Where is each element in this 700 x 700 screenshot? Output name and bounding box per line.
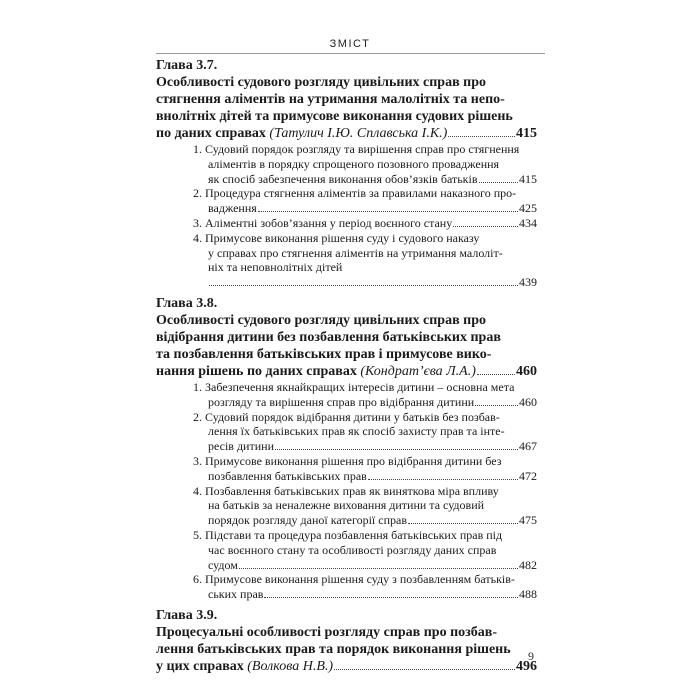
toc-item-line: 4. Примусове виконання рішення суду і судового наказу (193, 230, 480, 245)
chapter-title-line: внолітніх дітей та примусове виконання судових рішень (156, 109, 513, 124)
toc-item-last-line (193, 587, 537, 602)
leader-dots (475, 396, 518, 406)
toc-item[interactable] (156, 410, 537, 454)
toc-item[interactable] (156, 484, 537, 528)
chapter-title-line: Особливості судового розгляду цивільних справ про (156, 312, 486, 328)
leader-dots (264, 588, 518, 598)
leader-dots (209, 276, 518, 286)
chapter-label: Глава 3.7. (156, 58, 218, 73)
leader-dots (239, 559, 518, 569)
toc-item-text: порядок розгляду даної категорії справ (208, 513, 407, 528)
leader-dots (408, 514, 518, 524)
chapter-title-text (156, 658, 333, 675)
leader-dots (334, 660, 515, 670)
leader-dots (479, 173, 518, 183)
toc-item-line: 4. Позбавлення батьківських прав як виняткова міра впливу (193, 483, 499, 498)
chapter-title-line: стягнення аліментів на утримання малолітніх та непо- (156, 92, 505, 107)
chapter-title-last-line[interactable] (156, 363, 537, 380)
toc-item-last-line (193, 558, 537, 573)
chapter-authors: (Татулич І.Ю. Сплавська І.К.) (269, 126, 448, 141)
chapter-page: 415 (516, 126, 537, 141)
toc-item-last-line (193, 469, 537, 484)
toc-item[interactable] (156, 572, 537, 602)
toc-item-last-line (193, 439, 537, 454)
toc-item-last-line (193, 201, 537, 216)
toc-item[interactable] (156, 186, 537, 216)
toc-item-line: у справах про стягнення аліментів на утримання малоліт- (208, 245, 503, 260)
chapter-title-end: по даних справах (156, 126, 266, 141)
toc-item-text: ресів дитини (208, 439, 274, 454)
chapter-authors: (Кондрат’єва Л.А.) (360, 363, 476, 379)
toc-item-page: 425 (519, 201, 537, 216)
chapter-page: 460 (516, 363, 537, 379)
toc-item-text: судом (208, 557, 238, 572)
toc-item-text: вадження (208, 201, 257, 216)
page-number: 9 (528, 649, 534, 663)
leader-dots (275, 440, 518, 450)
chapter-title-line: Процесуальні особливості розгляду справ про позбав- (156, 624, 498, 640)
chapter-title-text (156, 125, 447, 142)
chapter-title-end: нання рішень по даних справах (156, 363, 357, 379)
toc-item-last-line (193, 513, 537, 528)
toc-item-line: 2. Процедура стягнення аліментів за правилами наказного про- (193, 186, 517, 201)
table-of-contents (156, 57, 537, 675)
toc-item-line: 2. Судовий порядок відібрання дитини у батьків без позбав- (193, 409, 500, 424)
toc-item-last-line (193, 395, 537, 410)
chapter-title-last-line[interactable] (156, 125, 537, 142)
toc-item-line: 5. Підстави та процедура позбавлення батьківських прав під (193, 527, 503, 542)
toc-item-line: на батьків за неналежне виховання дитини та судовий (208, 498, 485, 513)
toc-item-line: 6. Примусове виконання рішення суду з позбавленням батьків- (193, 572, 515, 587)
chapter-entry (156, 57, 537, 290)
leader-dots (368, 470, 518, 480)
leader-dots (477, 365, 515, 375)
toc-item-last-line (193, 216, 537, 231)
chapter-title (156, 624, 537, 675)
toc-item-line: 1. Забезпечення якнайкращих інтересів дитини – основна мета (193, 379, 515, 394)
header-rule (156, 53, 545, 54)
chapter-title-text (156, 363, 476, 380)
toc-item-page: 434 (519, 215, 537, 230)
chapter-title-line: лення батьківських прав та порядок виконання рішень (156, 641, 511, 657)
toc-item-line: ніх та неповнолітніх дітей (208, 260, 343, 275)
toc-item-line: 3. Примусове виконання рішення про відібрання дитини без (193, 453, 502, 468)
chapter-title-line: Особливості судового розгляду цивільних справ про (156, 75, 486, 90)
toc-item-page: 439 (519, 275, 537, 290)
toc-item[interactable] (156, 216, 537, 231)
toc-item-page: 472 (519, 468, 537, 483)
toc-item-line: аліментів в порядку спрощеного позовного провадження (208, 156, 500, 171)
chapter-title-end: у цих справах (156, 658, 244, 674)
toc-item-text: як спосіб забезпечення виконання обов’язків батьків (208, 171, 478, 186)
toc-item-page: 415 (519, 171, 537, 186)
chapter-authors: (Волкова Н.В.) (247, 658, 334, 674)
toc-item-page: 482 (519, 557, 537, 572)
toc-item-page: 460 (519, 394, 537, 409)
chapter-title-line: відібрання дитини без позбавлення батьківських прав (156, 329, 501, 345)
toc-item-text: ських прав (208, 587, 264, 602)
toc-item-line: лення їх батьківських прав як спосіб захисту прав та інте- (208, 424, 505, 439)
toc-item[interactable] (156, 380, 537, 410)
chapter-label: Глава 3.9. (156, 607, 218, 623)
toc-item[interactable] (156, 454, 537, 484)
chapter-label: Глава 3.8. (156, 295, 218, 311)
toc-item[interactable] (156, 231, 537, 290)
toc-item-last-line (193, 172, 537, 187)
toc-item[interactable] (156, 142, 537, 186)
toc-item[interactable] (156, 528, 537, 572)
chapter-title-line: та позбавлення батьківських прав і примусове вико- (156, 346, 492, 362)
chapter-title (156, 74, 537, 142)
toc-item-text: 3. Аліментні зобов’язання у період воєнного стану (193, 215, 453, 230)
chapter-entry (156, 607, 537, 675)
toc-item-line: 1. Судовий порядок розгляду та вирішення справ про стягнення (193, 142, 520, 156)
leader-dots (453, 217, 518, 227)
toc-item-page: 475 (519, 513, 537, 528)
toc-item-page: 488 (519, 587, 537, 602)
running-header: ЗМІСТ (329, 38, 371, 50)
toc-item-text: розгляду та вирішення справ про відібрання дитини (208, 394, 475, 409)
chapter-entry (156, 295, 537, 602)
toc-item-page: 467 (519, 439, 537, 454)
toc-item-last-line (193, 275, 537, 290)
leader-dots (448, 127, 515, 137)
toc-item-text: позбавлення батьківських прав (208, 468, 367, 483)
chapter-page: 496 (516, 658, 537, 674)
chapter-title (156, 312, 537, 380)
chapter-title-last-line[interactable] (156, 658, 537, 675)
leader-dots (258, 202, 518, 212)
toc-item-line: час воєнного стану та особливості розгляду даних справ (208, 542, 497, 557)
